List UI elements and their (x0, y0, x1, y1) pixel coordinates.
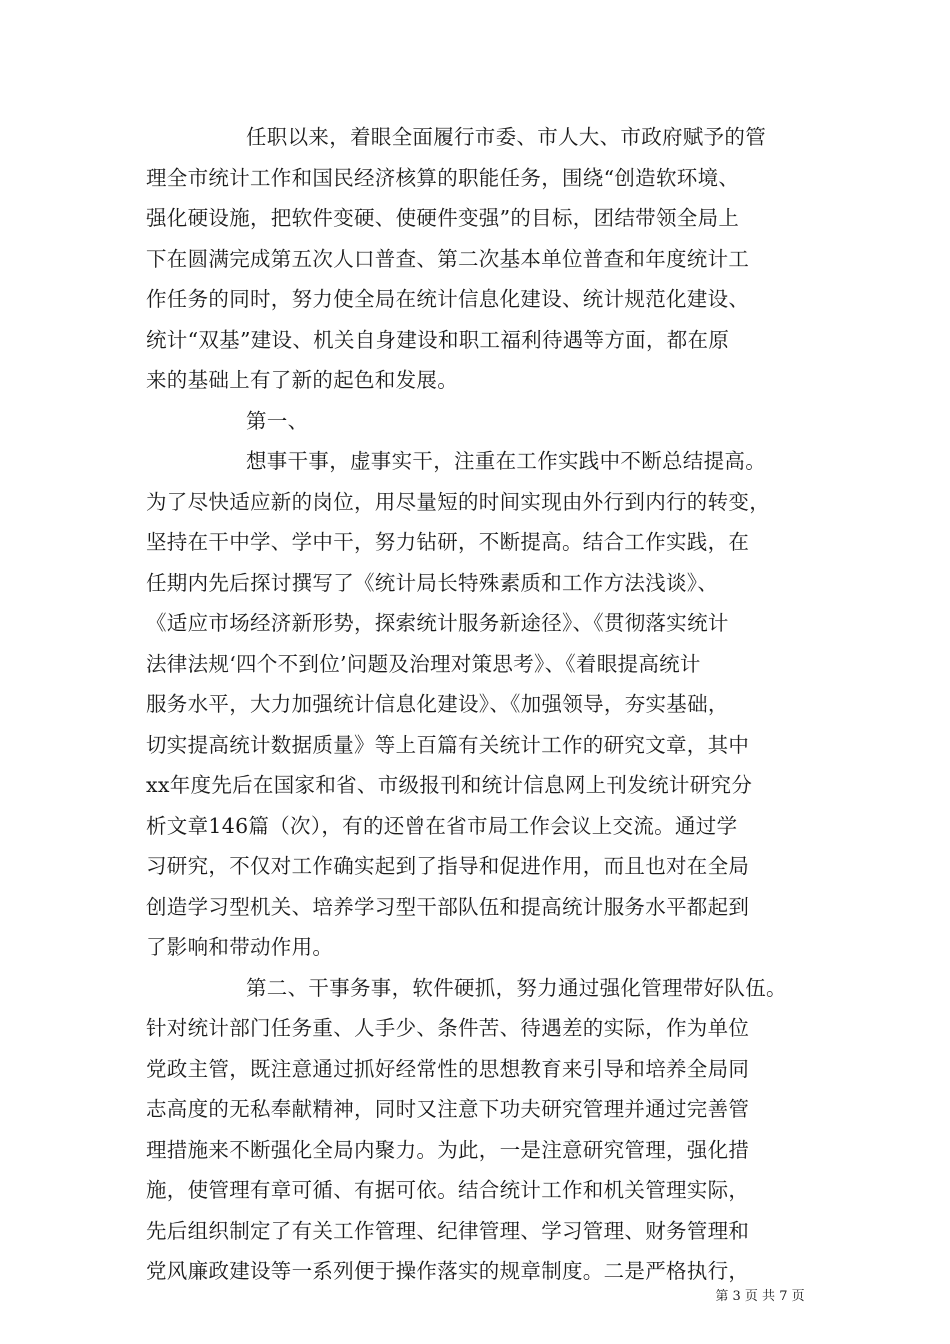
paragraph-line: 任职以来，着眼全面履行市委、市人大、市政府赋予的管 (246, 125, 766, 149)
paragraph-line: 来的基础上有了新的起色和发展。 (146, 368, 458, 392)
paragraph-line: 切实提高统计数据质量》等上百篇有关统计工作的研究文章，其中 (146, 732, 750, 757)
body-text (146, 117, 826, 1292)
paragraph-line: 服务水平，大力加强统计信息化建设》、《加强领导，夯实基础， (146, 692, 729, 716)
paragraph-line: 想事干事，虚事实干，注重在工作实践中不断总结提高。 (246, 449, 766, 473)
paragraph-line: 理全市统计工作和国民经济核算的职能任务，围绕“创造软环境、 (146, 165, 740, 190)
paragraph-line: 志高度的无私奉献精神，同时又注意下功夫研究管理并通过完善管 (146, 1097, 750, 1121)
paragraph-line: 强化硬设施，把软件变硬、使硬件变强”的目标，团结带领全局上 (146, 206, 740, 230)
paragraph-line: 下在圆满完成第五次人口普查、第二次基本单位普查和年度统计工 (146, 246, 750, 271)
paragraph-line: 党风廉政建设等一系列便于操作落实的规章制度。二是严格执行， (146, 1259, 750, 1283)
section-heading: 第二、干事务事，软件硬抓，努力通过强化管理带好队伍。 (246, 975, 787, 1000)
paragraph-line: 析文章146篇（次），有的还曾在省市局工作会议上交流。通过学 (146, 813, 738, 838)
section-heading: 第一、 (246, 408, 309, 433)
paragraph-line: 先后组织制定了有关工作管理、纪律管理、学习管理、财务管理和 (146, 1218, 750, 1243)
paragraph-line: 《适应市场经济新形势，探索统计服务新途径》、《贯彻落实统计 (146, 611, 729, 635)
paragraph-line: 法律法规‘四个不到位’问题及治理对策思考》、《着眼提高统计 (146, 651, 701, 676)
paragraph-line: 作任务的同时，努力使全局在统计信息化建设、统计规范化建设、 (146, 287, 750, 311)
paragraph-line: 党政主管，既注意通过抓好经常性的思想教育来引导和培养全局同 (146, 1056, 750, 1081)
paragraph-line: 了影响和带动作用。 (146, 935, 334, 959)
paragraph-line: 施，使管理有章可循、有据可依。结合统计工作和机关管理实际， (146, 1178, 750, 1202)
paragraph-line: 针对统计部门任务重、人手少、条件苦、待遇差的实际，作为单位 (146, 1016, 750, 1040)
paragraph-line: 任期内先后探讨撰写了《统计局长特殊素质和工作方法浅谈》、 (146, 570, 719, 595)
paragraph-line: 为了尽快适应新的岗位，用尽量短的时间实现由外行到内行的转变， (146, 489, 770, 514)
paragraph-line: 理措施来不断强化全局内聚力。为此，一是注意研究管理，强化措 (146, 1137, 750, 1162)
paragraph-line: 统计“双基”建设、机关自身建设和职工福利待遇等方面，都在原 (146, 327, 730, 352)
paragraph-line: 习研究，不仅对工作确实起到了指导和促进作用，而且也对在全局 (146, 854, 750, 878)
page-number: 第 3 页 共 7 页 (715, 1289, 805, 1304)
paragraph-line: xx年度先后在国家和省、市级报刊和统计信息网上刊发统计研究分 (146, 773, 753, 797)
paragraph-line: 创造学习型机关、培养学习型干部队伍和提高统计服务水平都起到 (146, 894, 750, 919)
paragraph-line: 坚持在干中学、学中干，努力钻研，不断提高。结合工作实践，在 (146, 530, 750, 554)
